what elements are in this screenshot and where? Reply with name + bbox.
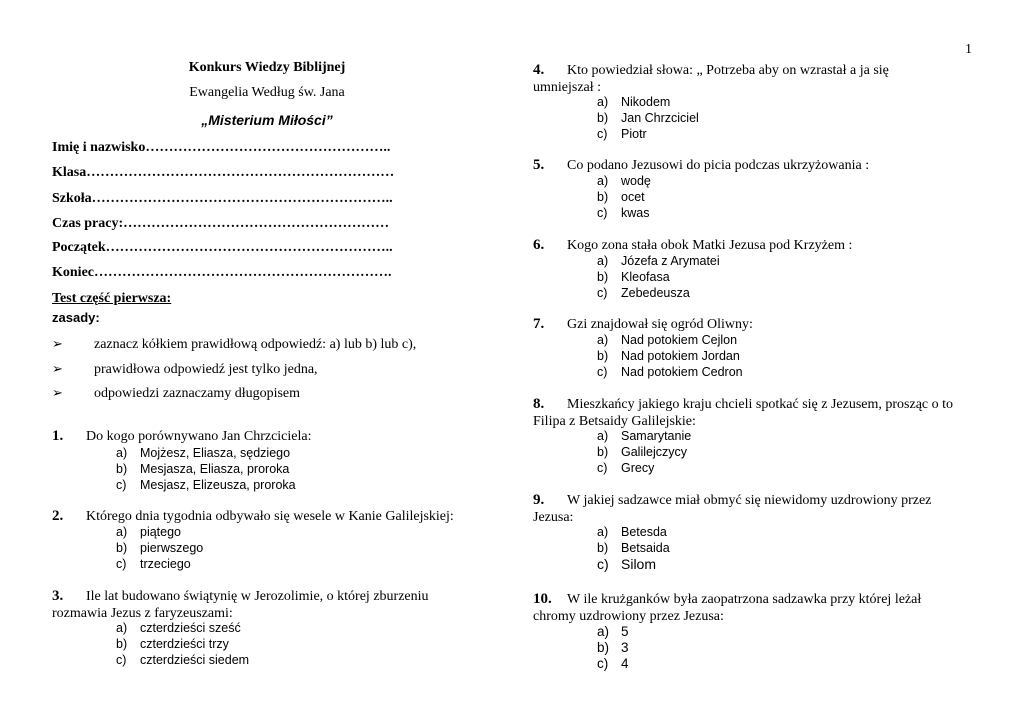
- question-10: [533, 591, 978, 625]
- option-c: c) Grecy: [597, 461, 655, 475]
- rules-label: zasady:: [52, 310, 100, 325]
- question-9-options: [597, 524, 670, 572]
- question-number: 1.: [52, 428, 64, 444]
- question-1-options: [116, 445, 296, 493]
- option-c: c) Nad potokiem Cedron: [597, 365, 743, 379]
- option-c: c) Mesjasz, Elizeusza, proroka: [116, 478, 296, 492]
- rule-item: [52, 362, 318, 378]
- question-text: Ile lat budowano świątynię w Jerozolimie, o której zburzeniu: [86, 589, 429, 604]
- field-name: Imię i nazwisko……………………………………………..: [52, 140, 391, 155]
- question-text: Co podano Jezusowi do picia podczas ukrzyżowania :: [567, 158, 870, 173]
- rule-text: odpowiedzi zaznaczamy długopisem: [94, 386, 301, 401]
- question-3: [52, 588, 482, 622]
- question-text: W ile krużganków była zaopatrzona sadzawka przy której leżał: [567, 592, 922, 607]
- question-text: Gzi znajdował się ogród Oliwny:: [567, 317, 753, 332]
- page-number: 1: [965, 42, 972, 57]
- option-b: b) 3: [597, 640, 629, 655]
- question-5: [533, 157, 978, 174]
- rule-text: prawidłowa odpowiedź jest tylko jedna,: [94, 362, 318, 377]
- question-10-options: [597, 624, 629, 672]
- option-b: b) pierwszego: [116, 541, 204, 555]
- question-number: 8.: [533, 396, 545, 412]
- contest-motto: „Misterium Miłości”: [201, 112, 333, 128]
- question-text: Kto powiedział słowa: „ Potrzeba aby on wzrastał a ja się: [567, 63, 889, 78]
- rule-text: zaznacz kółkiem prawidłową odpowiedź: a) lub b) lub c),: [94, 337, 417, 352]
- question-4-options: [597, 94, 699, 142]
- option-a: a) Józefa z Arymatei: [597, 254, 720, 268]
- option-a: a) Samarytanie: [597, 429, 692, 443]
- question-text: Do kogo porównywano Jan Chrzciciela:: [86, 429, 312, 444]
- question-number: 9.: [533, 492, 545, 508]
- option-a: a) Nikodem: [597, 95, 671, 109]
- option-b: b) Betsaida: [597, 541, 670, 555]
- arrow-bullet-icon: ➢: [52, 362, 63, 377]
- field-start: Początek……………………………………………………..: [52, 240, 393, 255]
- arrow-bullet-icon: ➢: [52, 337, 63, 352]
- question-number: 10.: [533, 591, 552, 607]
- option-c: c) trzeciego: [116, 557, 191, 571]
- option-a: a) Mojżesz, Eliasza, sędziego: [116, 446, 291, 460]
- question-text: Którego dnia tygodnia odbywało się wesele w Kanie Galilejskiej:: [86, 509, 454, 524]
- option-c: c) czterdzieści siedem: [116, 653, 250, 667]
- rule-item: [52, 386, 300, 402]
- question-text-cont: rozmawia Jezus z faryzeuszami:: [52, 606, 233, 621]
- test-section-title: Test część pierwsza:: [52, 291, 172, 306]
- option-a: a) piątego: [116, 525, 182, 539]
- option-b: b) czterdzieści trzy: [116, 637, 229, 651]
- question-6-options: [597, 253, 720, 301]
- contest-title: Konkurs Wiedzy Biblijnej: [188, 60, 346, 75]
- option-b: b) Galilejczycy: [597, 445, 687, 459]
- option-a: a) Betesda: [597, 525, 667, 539]
- option-b: b) Nad potokiem Jordan: [597, 349, 740, 363]
- question-text-cont: umniejszał :: [533, 80, 602, 95]
- option-b: b) Kleofasa: [597, 270, 670, 284]
- question-text-cont: Filipa z Betsaidy Galilejskie:: [533, 414, 696, 429]
- question-text-cont: chromy uzdrowiony przez Jezusa:: [533, 609, 724, 624]
- option-a: a) czterdzieści sześć: [116, 621, 241, 635]
- question-number: 5.: [533, 157, 545, 173]
- option-c: c) 4: [597, 656, 629, 671]
- question-number: 3.: [52, 588, 64, 604]
- option-b: b) Mesjasza, Eliasza, proroka: [116, 462, 290, 476]
- question-6: [533, 237, 978, 254]
- rule-item: [52, 337, 416, 353]
- question-3-options: [116, 620, 249, 668]
- question-text: Mieszkańcy jakiego kraju chcieli spotkać się z Jezusem, prosząc o to: [567, 397, 954, 412]
- option-a: a) Nad potokiem Cejlon: [597, 333, 738, 347]
- option-c: c) kwas: [597, 206, 650, 220]
- option-a: a) wodę: [597, 174, 651, 188]
- question-7-options: [597, 332, 743, 380]
- field-class: Klasa…………………………………………………………: [52, 165, 395, 180]
- question-number: 6.: [533, 237, 545, 253]
- question-5-options: [597, 173, 651, 221]
- question-8: [533, 396, 978, 430]
- option-a: a) 5: [597, 624, 629, 639]
- question-1: [52, 428, 482, 445]
- field-time: Czas pracy:…………………………………………………: [52, 216, 390, 231]
- option-c: c) Silom: [597, 556, 657, 572]
- question-2: [52, 508, 492, 525]
- question-number: 4.: [533, 62, 545, 78]
- question-4: [533, 62, 978, 96]
- contest-subtitle: Ewangelia Według św. Jana: [189, 85, 345, 100]
- arrow-bullet-icon: ➢: [52, 386, 63, 401]
- option-c: c) Zebedeusza: [597, 286, 690, 300]
- question-number: 7.: [533, 316, 545, 332]
- question-number: 2.: [52, 508, 64, 524]
- question-9: [533, 492, 978, 526]
- option-b: b) ocet: [597, 190, 645, 204]
- question-8-options: [597, 428, 691, 476]
- option-b: b) Jan Chrzciciel: [597, 111, 699, 125]
- question-text: W jakiej sadzawce miał obmyć się niewidomy uzdrowiony przez: [567, 493, 932, 508]
- field-school: Szkoła………………………………………………………..: [52, 191, 393, 206]
- option-c: c) Piotr: [597, 127, 647, 141]
- question-7: [533, 316, 978, 333]
- field-end: Koniec……………………………………………………….: [52, 265, 392, 280]
- question-text-cont: Jezusa:: [533, 510, 574, 525]
- question-2-options: [116, 524, 203, 572]
- question-text: Kogo zona stała obok Matki Jezusa pod Krzyżem :: [567, 238, 853, 253]
